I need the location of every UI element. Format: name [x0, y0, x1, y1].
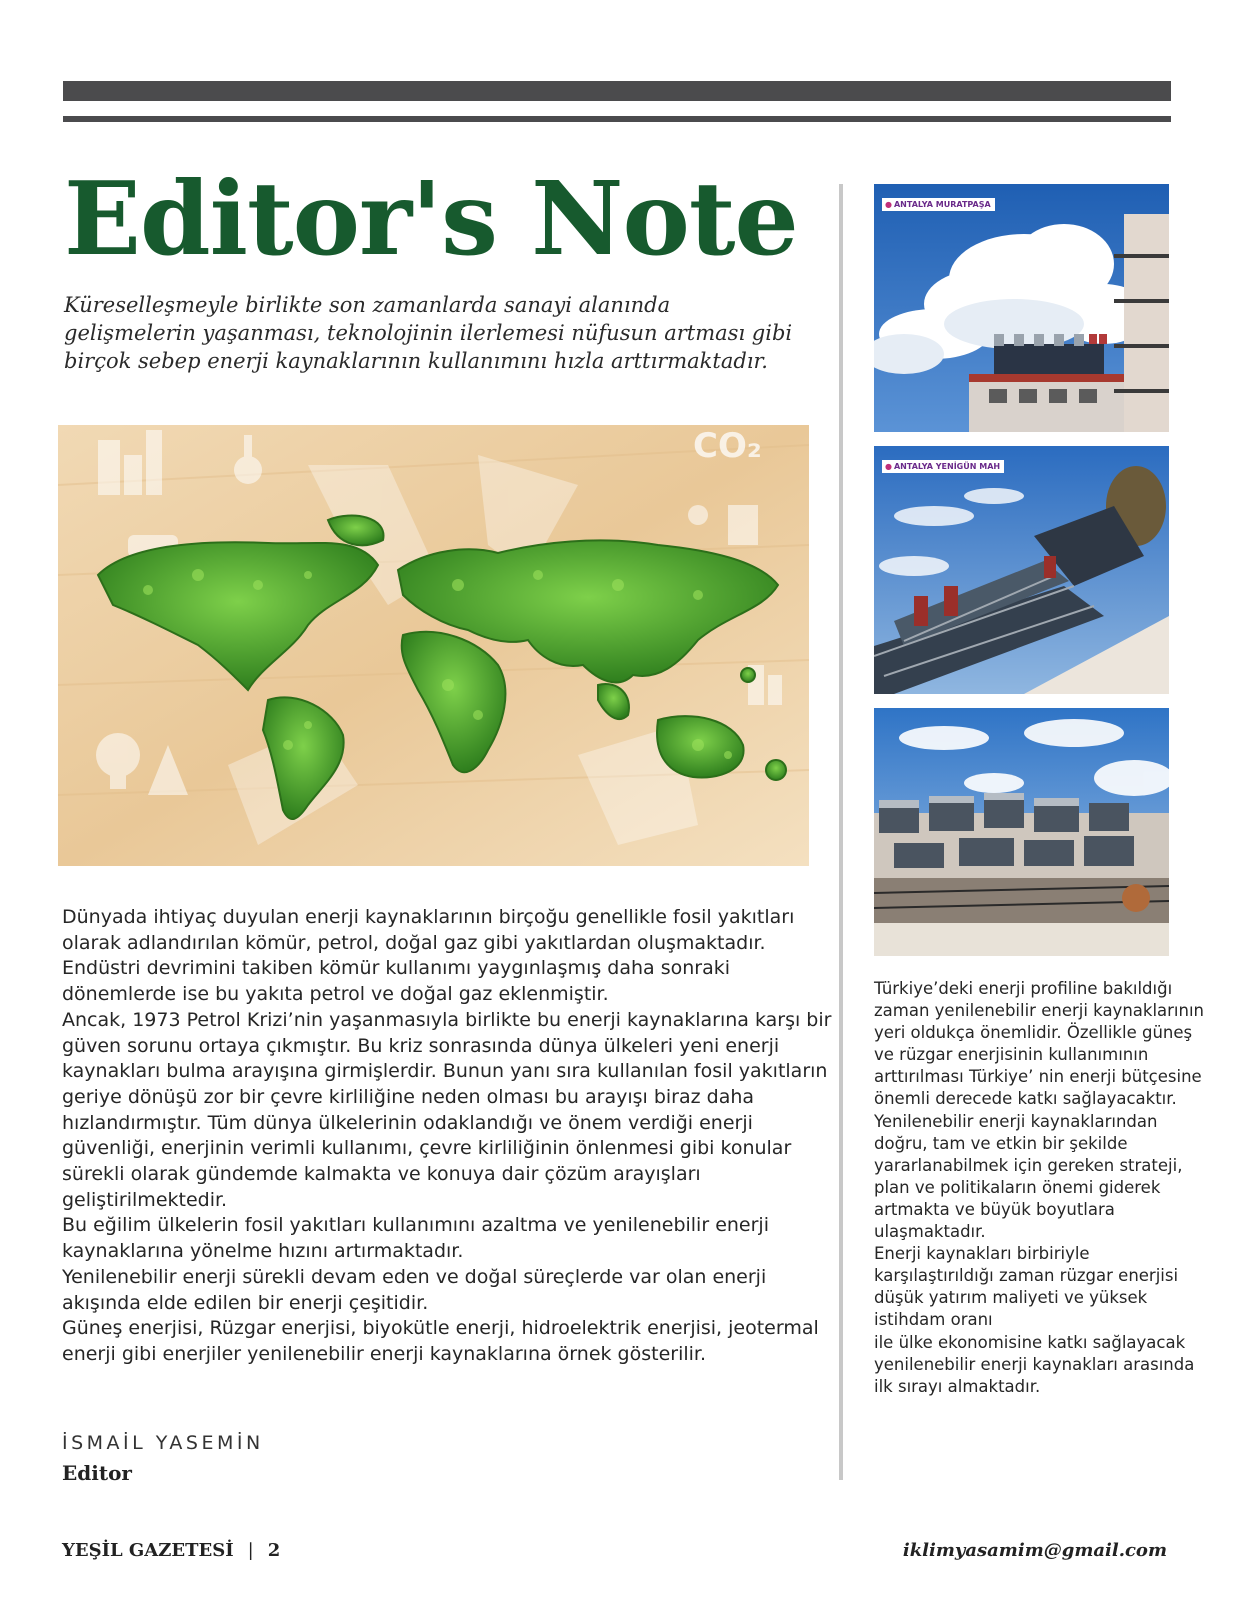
body-paragraph: Bu eğilim ülkelerin fosil yakıtları kullanımını azaltma ve yenilenebilir enerji kaynaklarına yönelme hızını artırmaktadır.: [62, 1214, 769, 1263]
header-rule-thin: [63, 116, 1171, 122]
page-number: 2: [267, 1540, 281, 1561]
editor-name: İSMAİL YASEMİN: [62, 1432, 264, 1454]
sidebar-photo-muratpasa: [874, 184, 1169, 432]
body-paragraph: Dünyada ihtiyaç duyulan enerji kaynaklarının birçoğu genellikle fosil yakıtları olarak adlandırılan kömür, petrol, doğal gaz gibi yakıtlardan oluşmaktadır. Endüstri devrimini takiben kömür kullanımı yaygınlaşmış daha sonraki dönemlerde ise bu yakıta petrol ve doğal gaz eklenmiştir.: [62, 906, 795, 1006]
co2-label: CO₂: [693, 426, 762, 466]
footer-email[interactable]: iklimyasamim@gmail.com: [902, 1540, 1167, 1561]
hero-image-world-map: [58, 425, 809, 866]
sidebar-paragraph: Enerji kaynakları birbiriyle karşılaştırıldığı zaman rüzgar enerjisi düşük yatırım maliyeti ve yüksek istihdam oranı: [874, 1244, 1179, 1330]
body-paragraph: Güneş enerjisi, Rüzgar enerjisi, biyokütle enerji, hidroelektrik enerjisi, jeotermal enerji gibi enerjiler yenilenebilir enerji kaynaklarına örnek gösterilir.: [62, 1317, 819, 1365]
page-title: Editor's Note: [64, 159, 798, 278]
location-tag: ● ANTALYA YENİGÜN MAH: [882, 460, 1004, 473]
sidebar-text: [874, 978, 1204, 1398]
footer-separator: |: [247, 1540, 254, 1561]
footer-publication: [62, 1540, 280, 1561]
editor-role: Editor: [62, 1461, 132, 1485]
lede-paragraph: Küreselleşmeyle birlikte son zamanlarda sanayi alanında gelişmelerin yaşanması, teknolojinin ilerlemesi nüfusun artması gibi birçok sebep enerji kaynaklarının kullanımını hızla arttırmaktadır.: [64, 293, 793, 373]
body-paragraph: Yenilenebilir enerji sürekli devam eden ve doğal süreçlerde var olan enerji akışında elde edilen bir enerji çeşitidir.: [62, 1265, 767, 1314]
sidebar-photo-rooftops: [874, 708, 1169, 956]
sidebar-paragraph: Türkiye’deki enerji profiline bakıldığı zaman yenilenebilir enerji kaynaklarının yeri oldukça önemlidir. Özellikle güneş ve rüzgar enerjisinin kullanımının arttırılması Türkiye’ nin enerji bütçesine önemli derecede katkı sağlayacaktır.: [874, 979, 1204, 1109]
body-paragraph: Ancak, 1973 Petrol Krizi’nin yaşanmasıyla birlikte bu enerji kaynaklarına karşı bir güven sorunu ortaya çıkmıştır. Bu kriz sonrasında dünya ülkeleri yeni enerji kaynakları bulma arayışına girmişlerdir. Bunun yanı sıra kullanılan fosil yakıtların geriye dönüşü zor bir çevre kirliliğine neden olması bu arayışı biraz daha hızlandırmıştır. Tüm dünya ülkelerinin odaklandığı ve önem verdiği enerji güvenliği, enerjinin verimli kullanımı, çevre kirliliğinin önlenmesi gibi konular sürekli olarak gündemde kalmakta ve konuya dair çözüm arayışları geliştirilmektedir.: [62, 1008, 832, 1211]
sidebar-paragraph: ile ülke ekonomisine katkı sağlayacak yenilenebilir enerji kaynakları arasında ilk sırayı almaktadır.: [874, 1332, 1195, 1396]
publication-name: YEŞİL GAZETESİ: [62, 1540, 234, 1561]
article-body: [62, 905, 832, 1368]
header-rule-thick: [63, 81, 1171, 101]
location-tag: ● ANTALYA MURATPAŞA: [882, 198, 995, 211]
column-divider: [839, 184, 843, 1480]
sidebar-photo-yenigun: [874, 446, 1169, 694]
sidebar-paragraph: Yenilenebilir enerji kaynaklarından doğru, tam ve etkin bir şekilde yararlanabilmek için gereken strateji, plan ve politikaların önemi giderek artmakta ve büyük boyutlara ulaşmaktadır.: [874, 1111, 1183, 1242]
